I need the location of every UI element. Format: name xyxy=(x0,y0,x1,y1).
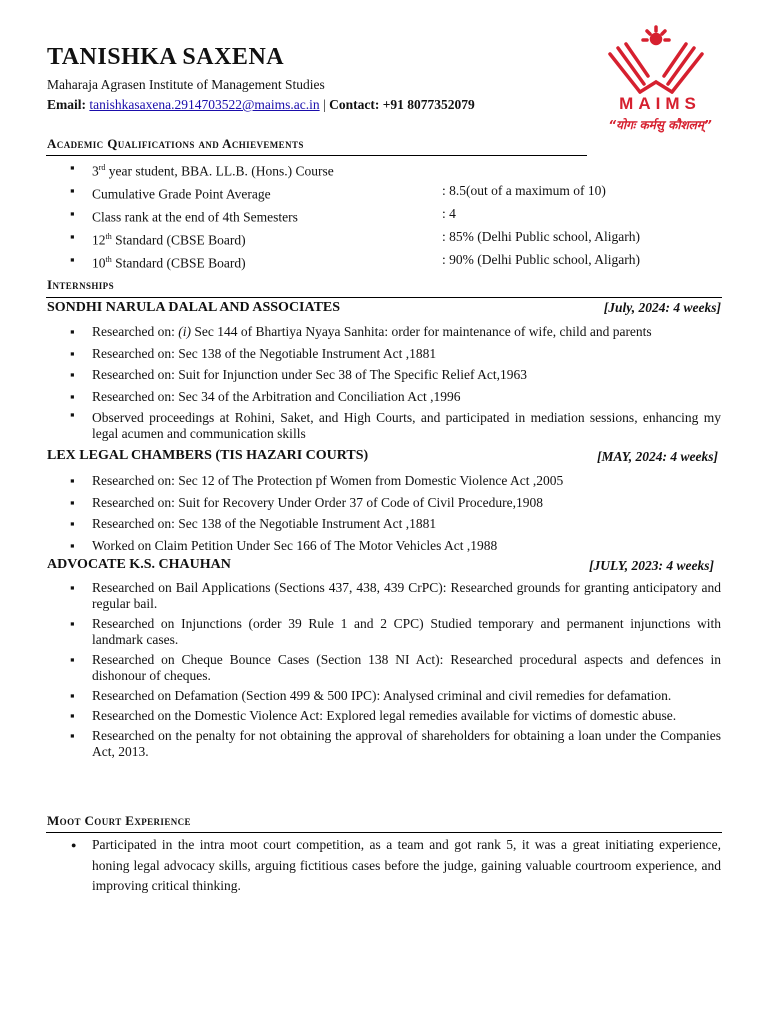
internship-item: ▪ Worked on Claim Petition Under Sec 166 of The Motor Vehicles Act ,1988 xyxy=(72,535,721,557)
internship-period: [JULY, 2023: 4 weeks] xyxy=(589,558,714,573)
internship-item: ▪ Researched on: Sec 138 of the Negotiable Instrument Act ,1881 xyxy=(72,343,721,365)
institute-name: Maharaja Agrasen Institute of Management Studies xyxy=(47,77,325,92)
academic-value: : 8.5(out of a maximum of 10) xyxy=(442,183,606,198)
internship-item: ▪ Researched on: Sec 138 of the Negotiable Instrument Act ,1881 xyxy=(72,513,721,535)
maims-logo xyxy=(604,22,716,140)
contact-separator: | xyxy=(323,97,326,112)
moot-list xyxy=(72,835,721,897)
academic-value: : 4 xyxy=(442,206,456,221)
academic-item: ▪ Class rank at the end of 4th Semesters : 4 xyxy=(72,204,712,227)
contact-line xyxy=(47,97,475,113)
internship-item: ▪ Researched on Injunctions (order 39 Rule 1 and 2 CPC) Studied temporary and permanent injunctions with landmark cases. xyxy=(72,616,721,648)
internship-period: [MAY, 2024: 4 weeks] xyxy=(597,449,718,464)
internship-item: ▪ Observed proceedings at Rohini, Saket, and High Courts, and participated in mediation sessions, enhancing my legal acumen and communication skills xyxy=(72,407,721,442)
internship-item: ▪ Researched on: Sec 34 of the Arbitration and Conciliation Act ,1996 xyxy=(72,386,721,408)
contact-label: Contact: xyxy=(329,97,380,112)
internship-org: LEX LEGAL CHAMBERS (TIS HAZARI COURTS) xyxy=(47,448,369,463)
internship-org: ADVOCATE K.S. CHAUHAN xyxy=(47,557,231,572)
moot-item: ● Participated in the intra moot court competition, as a team and got rank 5, it was a great initiating experience, honing legal advocacy skills, arguing fictitious cases before the judge, gaining valuable courtroom experience, and improving critical thinking. xyxy=(72,835,721,897)
academic-list xyxy=(72,158,712,273)
academic-heading: Academic Qualifications and Achievements xyxy=(47,136,304,151)
internship-item: ▪ Researched on Cheque Bounce Cases (Section 138 NI Act): Researched procedural aspects and defences in dishonour of cheques. xyxy=(72,652,721,684)
internships-heading: Internships xyxy=(47,277,114,292)
internship-item: ▪ Researched on the penalty for not obtaining the approval of shareholders for obtaining a loan under the Companies Act, 2013. xyxy=(72,728,721,760)
internship-item: ▪ Researched on: (i) Sec 144 of Bhartiya Nyaya Sanhita: order for maintenance of wife, child and parents xyxy=(72,321,721,343)
internship-item: ▪ Researched on Defamation (Section 499 & 500 IPC): Analysed criminal and civil remedies for defamation. xyxy=(72,688,721,704)
internship-list xyxy=(72,321,721,442)
moot-heading: Moot Court Experience xyxy=(47,813,191,828)
logo-text: MAIMS xyxy=(619,94,701,113)
contact-number: +91 8077352079 xyxy=(382,97,475,112)
email-link[interactable]: tanishkasaxena.2914703522@maims.ac.in xyxy=(89,97,320,112)
email-label: Email: xyxy=(47,97,86,112)
internship-list xyxy=(72,470,721,556)
academic-item: ▪ Cumulative Grade Point Average : 8.5(out of a maximum of 10) xyxy=(72,181,712,204)
internship-item: ▪ Researched on the Domestic Violence Act: Explored legal remedies available for victims of domestic abuse. xyxy=(72,708,721,724)
internship-item: ▪ Researched on: Suit for Recovery Under Order 37 of Code of Civil Procedure,1908 xyxy=(72,492,721,514)
academic-item: ▪ 3rd year student, BBA. LL.B. (Hons.) Course xyxy=(72,158,712,181)
academic-value: : 85% (Delhi Public school, Aligarh) xyxy=(442,229,640,244)
academic-divider xyxy=(46,155,587,156)
candidate-name: TANISHKA SAXENA xyxy=(47,44,285,70)
internship-list xyxy=(72,580,721,760)
academic-item: ▪ 12th Standard (CBSE Board) : 85% (Delhi Public school, Aligarh) xyxy=(72,227,712,250)
internship-org: SONDHI NARULA DALAL AND ASSOCIATES xyxy=(47,300,341,315)
moot-divider xyxy=(46,832,722,833)
internship-item: ▪ Researched on: Suit for Injunction under Sec 38 of The Specific Relief Act,1963 xyxy=(72,364,721,386)
logo-motto: “योगः कर्मसु कौशलम्” xyxy=(608,118,712,132)
academic-value: : 90% (Delhi Public school, Aligarh) xyxy=(442,252,640,267)
internships-divider xyxy=(46,297,722,298)
internship-period: [July, 2024: 4 weeks] xyxy=(603,300,721,315)
internship-item: ▪ Researched on: Sec 12 of The Protection pf Women from Domestic Violence Act ,2005 xyxy=(72,470,721,492)
internship-item: ▪ Researched on Bail Applications (Sections 437, 438, 439 CrPC): Researched grounds for granting anticipatory and regular bail. xyxy=(72,580,721,612)
academic-item: ▪ 10th Standard (CBSE Board) : 90% (Delhi Public school, Aligarh) xyxy=(72,250,712,273)
